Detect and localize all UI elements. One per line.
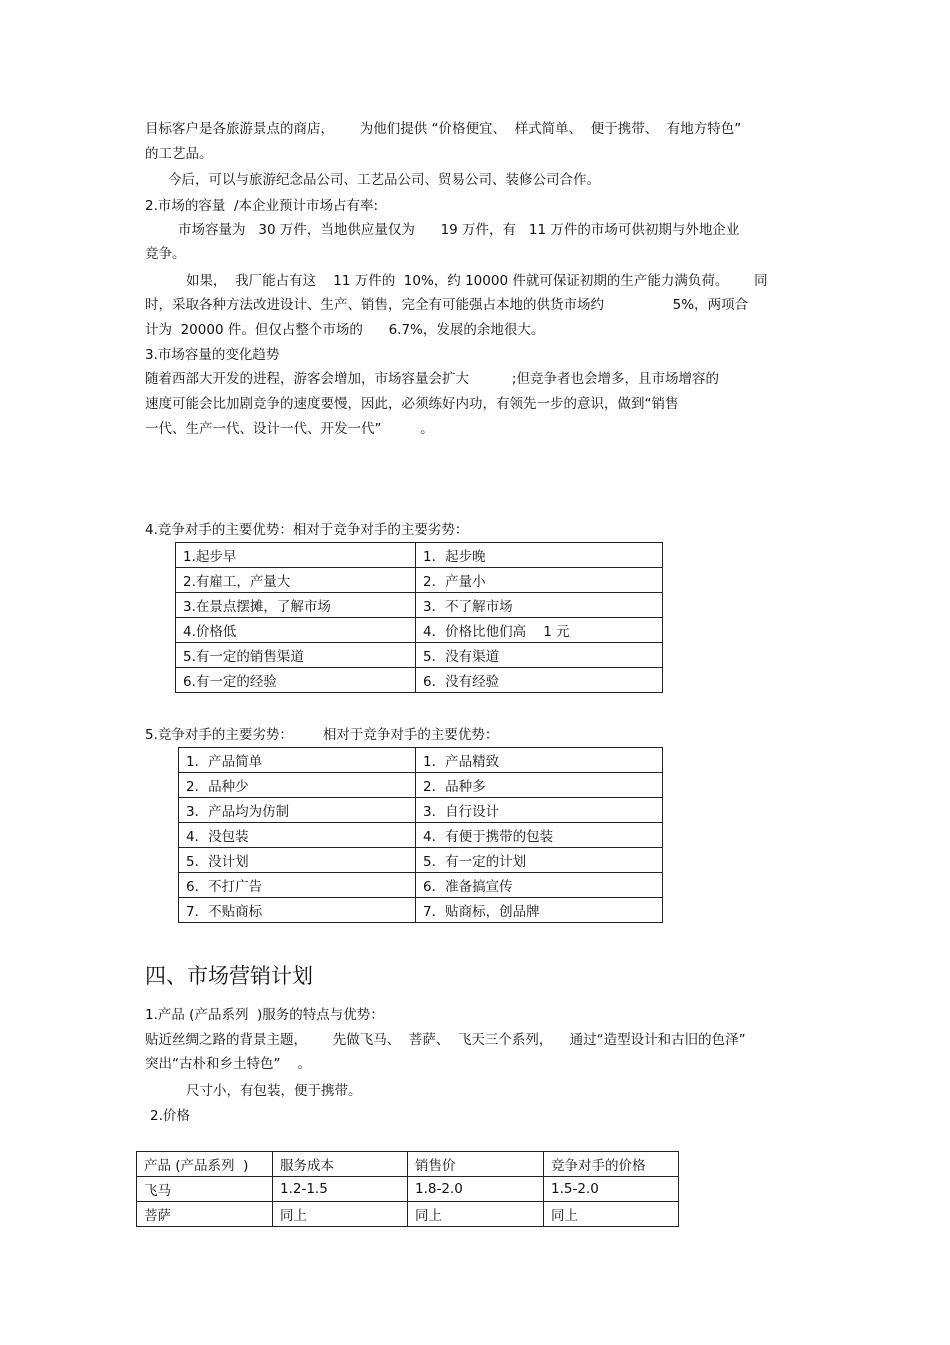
table-cell: 7．贴商标，创品牌 xyxy=(416,898,663,923)
table-row xyxy=(179,798,663,823)
table-row xyxy=(179,848,663,873)
table-cell: 3.在景点摆摊，了解市场 xyxy=(176,593,416,618)
table-cell: 同上 xyxy=(273,1202,408,1227)
table-row xyxy=(176,568,663,593)
table-row xyxy=(137,1177,679,1202)
table-cell: 6.有一定的经验 xyxy=(176,668,416,693)
share-paragraph-line-3: 计为 20000 件。但仅占整个市场的 6.7%，发展的余地很大。 xyxy=(145,322,545,338)
competitor-weaknesses-table xyxy=(178,747,663,923)
table-cell: 2．品种多 xyxy=(416,773,663,798)
table-cell: 7．不贴商标 xyxy=(179,898,416,923)
table-cell: 1.起步早 xyxy=(176,543,416,568)
table-cell: 1．产品简单 xyxy=(179,748,416,773)
table-header-cell: 产品 (产品系列 ) xyxy=(137,1152,273,1177)
table-cell: 5．没有渠道 xyxy=(416,643,663,668)
section-four-heading: 四、市场营销计划 xyxy=(145,964,313,988)
table-row xyxy=(179,823,663,848)
table-cell: 5．没计划 xyxy=(179,848,416,873)
table-cell: 4．没包装 xyxy=(179,823,416,848)
competitor-weaknesses-heading: 5.竞争对手的主要劣势： 相对于竞争对手的主要优势： xyxy=(145,727,499,743)
table-row xyxy=(176,643,663,668)
table-cell: 6．没有经验 xyxy=(416,668,663,693)
table-row xyxy=(176,593,663,618)
customer-paragraph-line-1: 目标客户是各旅游景点的商店， 为他们提供 “价格便宜、 样式简单、 便于携带、 有地方特色” xyxy=(145,121,742,137)
table-cell: 6．不打广告 xyxy=(179,873,416,898)
price-table xyxy=(136,1151,679,1227)
table-row xyxy=(176,618,663,643)
table-cell: 1．产品精致 xyxy=(416,748,663,773)
table-header-cell: 竞争对手的价格 xyxy=(544,1152,679,1177)
table-cell: 1.2-1.5 xyxy=(273,1177,408,1202)
table-header-row xyxy=(137,1152,679,1177)
table-cell: 5．有一定的计划 xyxy=(416,848,663,873)
table-header-cell: 销售价 xyxy=(408,1152,544,1177)
customer-paragraph-line-2: 的工艺品。 xyxy=(145,146,213,162)
table-cell: 2.有雇工，产量大 xyxy=(176,568,416,593)
table-cell: 1.8-2.0 xyxy=(408,1177,544,1202)
table-cell: 1．起步晚 xyxy=(416,543,663,568)
capacity-paragraph-line-1: 市场容量为 30 万件，当地供应量仅为 19 万件，有 11 万件的市场可供初期与外地企业 xyxy=(178,222,740,238)
table-cell: 菩萨 xyxy=(137,1202,273,1227)
table-cell: 4.价格低 xyxy=(176,618,416,643)
table-row xyxy=(179,773,663,798)
table-cell: 4．有便于携带的包装 xyxy=(416,823,663,848)
table-row xyxy=(179,898,663,923)
table-cell: 2．品种少 xyxy=(179,773,416,798)
table-cell: 4．价格比他们高 1 元 xyxy=(416,618,663,643)
table-cell: 1.5-2.0 xyxy=(544,1177,679,1202)
table-cell: 3．不了解市场 xyxy=(416,593,663,618)
table-row xyxy=(137,1202,679,1227)
share-paragraph-line-2: 时，采取各种方法改进设计、生产、销售，完全有可能强占本地的供货市场约 5%，两项合 xyxy=(145,297,749,313)
product-features-heading: 1.产品 (产品系列 )服务的特点与优势： xyxy=(145,1007,384,1023)
price-heading: 2.价格 xyxy=(150,1108,190,1124)
table-cell: 2．产量小 xyxy=(416,568,663,593)
table-cell: 飞马 xyxy=(137,1177,273,1202)
trend-paragraph-line-3: 一代、生产一代、设计一代、开发一代” 。 xyxy=(145,421,434,437)
table-cell: 同上 xyxy=(408,1202,544,1227)
competitor-strengths-heading: 4.竞争对手的主要优势：相对于竞争对手的主要劣势： xyxy=(145,522,469,538)
table-cell: 5.有一定的销售渠道 xyxy=(176,643,416,668)
product-paragraph-line-2: 突出“古朴和乡土特色” 。 xyxy=(145,1056,312,1072)
capacity-paragraph-line-2: 竞争。 xyxy=(145,246,186,262)
table-row xyxy=(176,668,663,693)
table-cell: 3．产品均为仿制 xyxy=(179,798,416,823)
table-cell: 3．自行设计 xyxy=(416,798,663,823)
market-capacity-heading: 2.市场的容量 /本企业预计市场占有率: xyxy=(145,198,379,214)
table-row xyxy=(179,873,663,898)
table-row xyxy=(179,748,663,773)
table-cell: 同上 xyxy=(544,1202,679,1227)
competitor-strengths-table xyxy=(175,542,663,693)
trend-paragraph-line-1: 随着西部大开发的进程，游客会增加，市场容量会扩大 ;但竞争者也会增多，且市场增容的 xyxy=(145,371,719,387)
product-paragraph-line-1: 贴近丝绸之路的背景主题， 先做飞马、 菩萨、 飞天三个系列， 通过“造型设计和古旧的色泽” xyxy=(145,1032,746,1048)
share-paragraph-line-1: 如果， 我厂能占有这 11 万件的 10%，约 10000 件就可保证初期的生产能力满负荷。 同 xyxy=(186,273,768,289)
table-row xyxy=(176,543,663,568)
trend-paragraph-line-2: 速度可能会比加剧竞争的速度要慢，因此，必须练好内功，有领先一步的意识，做到“销售 xyxy=(145,396,679,412)
capacity-trend-heading: 3.市场容量的变化趋势 xyxy=(145,347,280,363)
size-paragraph: 尺寸小，有包装，便于携带。 xyxy=(186,1083,362,1099)
partners-paragraph: 今后，可以与旅游纪念品公司、工艺品公司、贸易公司、装修公司合作。 xyxy=(168,172,600,188)
table-header-cell: 服务成本 xyxy=(273,1152,408,1177)
table-cell: 6．准备搞宣传 xyxy=(416,873,663,898)
